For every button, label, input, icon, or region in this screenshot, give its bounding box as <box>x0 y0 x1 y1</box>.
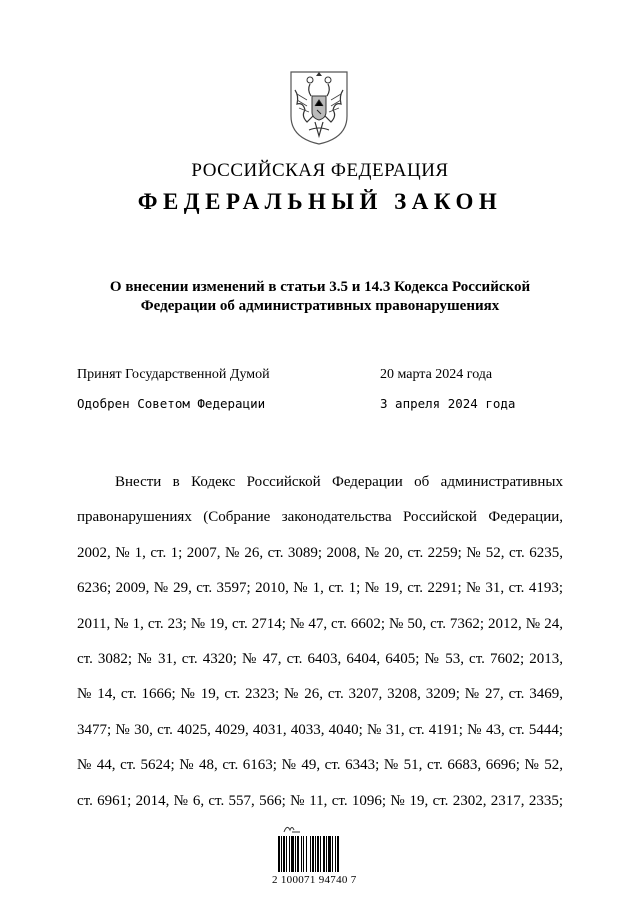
body-line: Внести в Кодекс Российской Федерации об административных <box>115 474 563 490</box>
council-approval-date: 3 апреля 2024 года <box>380 396 516 411</box>
body-line: 3477; № 30, ст. 4025, 4029, 4031, 4033, 4040; № 31, ст. 4191; № 43, ст. 5444; <box>77 721 563 738</box>
council-approval-label: Одобрен Советом Федерации <box>77 396 266 411</box>
barcode-number: 2 100071 94740 7 <box>272 874 357 886</box>
body-line: № 44, ст. 5624; № 48, ст. 6163; № 49, ст. 6343; № 51, ст. 6683, 6696; № 52, <box>77 757 563 774</box>
country-heading: РОССИЙСКАЯ ФЕДЕРАЦИЯ <box>191 160 449 181</box>
coat-of-arms-icon <box>285 66 353 146</box>
body-line: правонарушениях (Собрание законодательства Российской Федерации, <box>77 509 563 526</box>
law-title-line: О внесении изменений в статьи 3.5 и 14.3 Кодекса Российской <box>109 279 531 295</box>
duma-adoption-date: 20 марта 2024 года <box>380 367 493 382</box>
body-line: № 14, ст. 1666; № 19, ст. 2323; № 26, ст. 3207, 3208, 3209; № 27, ст. 3469, <box>77 686 563 703</box>
law-body-text <box>77 465 563 819</box>
barcode <box>278 836 354 872</box>
body-line: 2002, № 1, ст. 1; 2007, № 26, ст. 3089; 2008, № 20, ст. 2259; № 52, ст. 6235, <box>77 544 563 561</box>
printer-mark-icon <box>282 822 302 834</box>
body-line: ст. 3082; № 31, ст. 4320; № 47, ст. 6403, 6404, 6405; № 53, ст. 7602; 2013, <box>77 650 563 667</box>
duma-adoption-label: Принят Государственной Думой <box>77 367 270 382</box>
body-line: 6236; 2009, № 29, ст. 3597; 2010, № 1, ст. 1; № 19, ст. 2291; № 31, ст. 4193; <box>77 580 563 597</box>
law-title-line: Федерации об административных правонарушениях <box>140 298 500 314</box>
law-title <box>60 278 580 316</box>
law-type-heading: ФЕДЕРАЛЬНЫЙ ЗАКОН <box>137 189 503 214</box>
body-line: ст. 6961; 2014, № 6, ст. 557, 566; № 11, ст. 1096; № 19, ст. 2302, 2317, 2335; <box>77 792 563 809</box>
body-line: 2011, № 1, ст. 23; № 19, ст. 2714; № 47, ст. 6602; № 50, ст. 7362; 2012, № 24, <box>77 615 563 632</box>
